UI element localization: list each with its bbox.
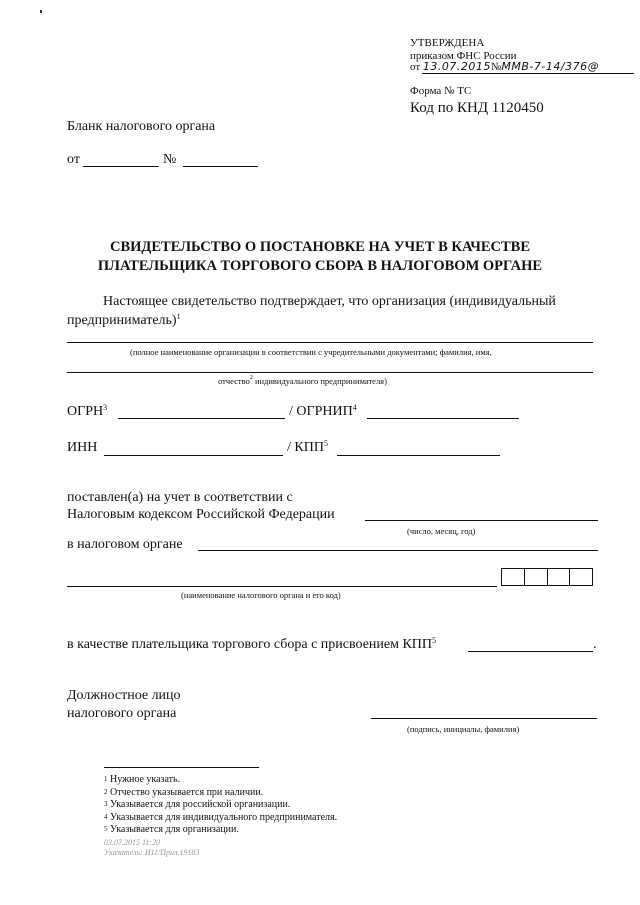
signature-field (371, 718, 597, 719)
code-box-3 (548, 569, 571, 585)
as-payer-label (67, 637, 436, 653)
from-label: от (67, 152, 80, 167)
approval-line1: УТВЕРЖДЕНА (410, 37, 485, 49)
ogrn-sup: 3 (103, 403, 108, 412)
footnote-3 (104, 799, 337, 812)
title-line2: ПЛАТЕЛЬЩИКА ТОРГОВОГО СБОРА В НАЛОГОВОМ ОРГАНЕ (97, 258, 543, 274)
kpp-text: / КПП (287, 440, 324, 455)
intro-line2-text: предприниматель) (67, 313, 177, 328)
kpp-field (337, 455, 500, 456)
approval-line3 (410, 60, 599, 73)
footnote-5-num: 5 (104, 825, 108, 833)
corner-mark (40, 10, 42, 13)
footnote-4-text: Указывается для индивидуального предпринимателя. (110, 811, 338, 823)
tax-authority-label: в налоговом органе (67, 537, 183, 552)
ogrn-field (118, 418, 285, 419)
approval-date-underline (422, 73, 634, 74)
footnote-1 (104, 774, 337, 787)
as-payer-text: в качестве плательщика торгового сбора с присвоением КПП (67, 637, 433, 652)
as-payer-sup: 5 (432, 636, 437, 645)
footnote-1-text: Нужное указать. (110, 774, 181, 785)
footnote-2 (104, 787, 337, 800)
inn-field (104, 455, 283, 456)
title-line1: СВИДЕТЕЛЬСТВО О ПОСТАНОВКЕ НА УЧЕТ В КАЧЕСТВЕ (109, 239, 531, 255)
footnotes (104, 774, 337, 837)
approval-no: № (490, 61, 502, 73)
code-box-1 (502, 569, 525, 585)
header-number-line (183, 166, 258, 167)
ogrnip-sup: 4 (352, 403, 357, 412)
registration-date-field (365, 520, 598, 521)
footnote-5-text: Указывается для организации. (110, 824, 239, 835)
ogrnip-label (289, 404, 357, 420)
footnote-2-text: Отчество указывается при наличии. (110, 786, 264, 798)
ogrn-text: ОГРН (67, 404, 104, 419)
intro-sup: 1 (176, 312, 181, 321)
footnote-4-num: 4 (104, 812, 108, 821)
org-name-caption-1: (полное наименование организации в соответствии с учредительными документами; фамилия, имя, (130, 347, 492, 357)
as-payer-end: . (593, 637, 597, 652)
tax-authority-field-2 (67, 586, 497, 587)
approval-number-handwritten: ММВ-7-14/376@ (501, 60, 600, 73)
inn-label: ИНН (67, 440, 98, 455)
footnote-3-text: Указывается для российской организации. (110, 799, 291, 810)
caption2-a: отчество (218, 376, 250, 386)
org-name-line-1 (67, 342, 593, 343)
registered-line2: Налоговым кодексом Российской Федерации (67, 507, 335, 522)
kpp-sup: 5 (323, 439, 328, 448)
approval-date-handwritten: 13.07.2015 (422, 60, 491, 73)
footnote-3-num: 3 (104, 800, 108, 808)
from-date-line (83, 166, 159, 167)
tax-authority-field (198, 550, 598, 551)
meta-stamp-line1: 03.07.2015 11:20 (104, 838, 161, 847)
footnote-5 (104, 824, 337, 837)
caption2-sup: 2 (249, 375, 253, 381)
official-line2: налогового органа (67, 706, 177, 721)
org-name-line-2 (67, 372, 593, 373)
caption2-b: индивидуального предпринимателя) (252, 376, 387, 386)
registered-line1: поставлен(а) на учет в соответствии с (67, 490, 293, 505)
intro-line1: Настоящее свидетельство подтверждает, что организация (индивидуальный (103, 294, 556, 309)
form-number: Форма № ТС (410, 85, 472, 97)
code-box-2 (525, 569, 548, 585)
intro-line2 (67, 313, 181, 329)
kpp-label (287, 440, 328, 456)
ogrn-label (67, 404, 107, 420)
authority-code-boxes (501, 568, 593, 586)
meta-stamp-line2: Указатель: И11/Прил.19183 (104, 848, 200, 857)
footnote-separator (104, 767, 259, 768)
org-name-caption-2 (218, 376, 387, 386)
code-box-4 (570, 569, 592, 585)
ogrnip-text: / ОГРНИП (289, 404, 353, 419)
footnote-1-num: 1 (104, 775, 108, 783)
as-payer-kpp-field (468, 651, 593, 652)
footnote-4 (104, 812, 337, 825)
authority-caption: (наименование налогового органа и его код) (181, 590, 341, 600)
date-caption: (число, месяц, год) (407, 526, 476, 536)
footnote-2-num: 2 (104, 787, 108, 796)
header-no-label: № (163, 152, 177, 167)
ogrnip-field (367, 418, 519, 419)
approval-line2: приказом ФНС России (410, 50, 517, 62)
knd-code: Код по КНД 1120450 (410, 100, 544, 116)
official-line1: Должностное лицо (67, 688, 181, 703)
signature-caption: (подпись, инициалы, фамилия) (407, 724, 520, 734)
approval-ot: от (410, 61, 421, 73)
blank-label: Бланк налогового органа (67, 119, 216, 134)
